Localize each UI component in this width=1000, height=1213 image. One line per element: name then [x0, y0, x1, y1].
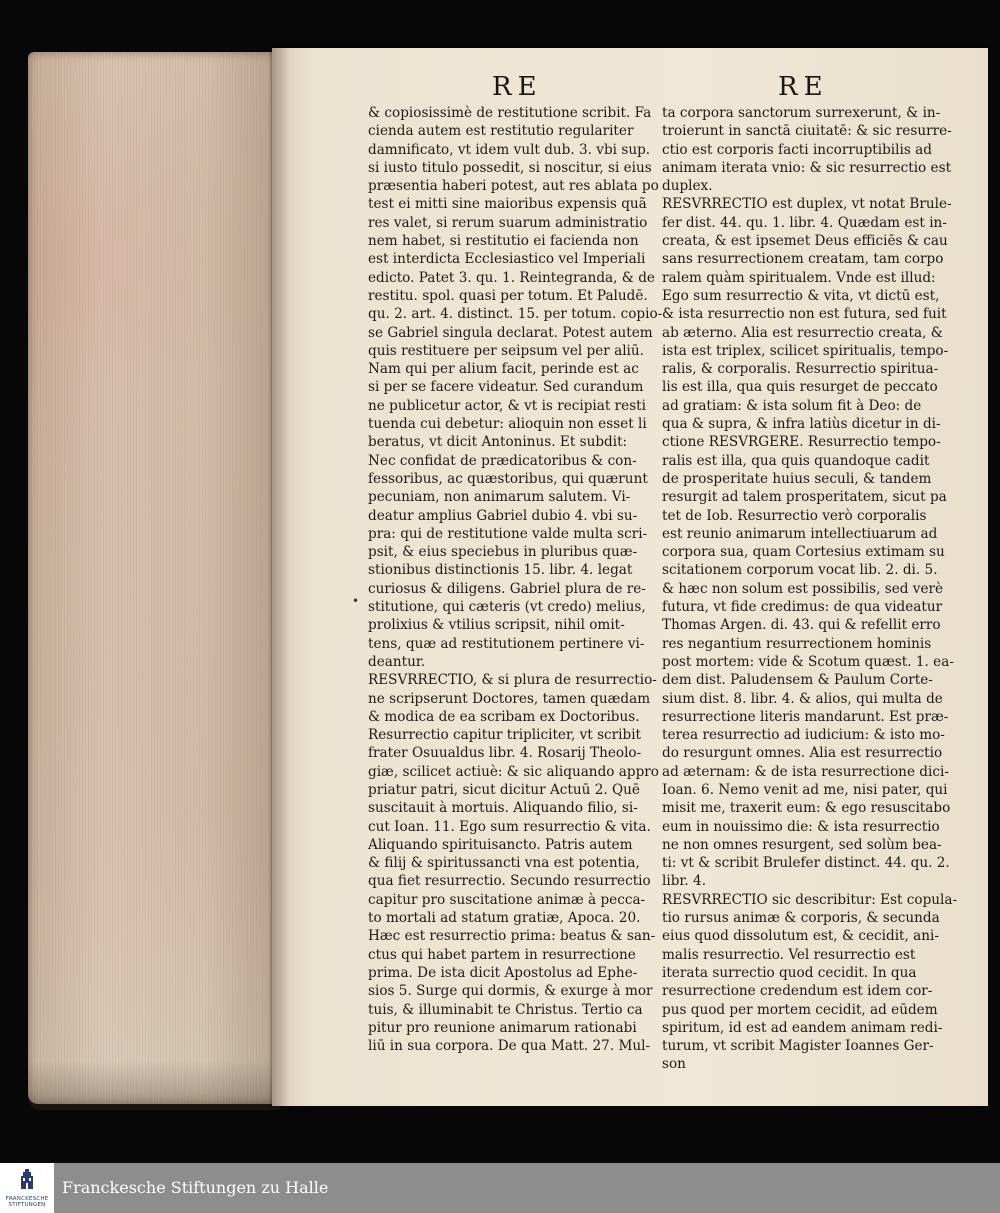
book-edge-shadow — [28, 1060, 280, 1110]
text-line: deatur amplius Gabriel dubio 4. vbi su- — [368, 507, 638, 524]
text-line: tet de Iob. Resurrectio verò corporalis — [662, 507, 927, 524]
text-line: liū in sua corpora. De qua Matt. 27. Mul- — [368, 1038, 651, 1055]
text-line: fessoribus, ac quæstoribus, qui quærunt — [368, 470, 648, 487]
text-line: RESVRRECTIO, & si plura de resurrectio- — [368, 672, 657, 689]
text-line: ralem quàm spiritualem. Vnde est illud: — [662, 269, 936, 286]
text-line: psit, & eius speciebus in pluribus quæ- — [368, 544, 638, 561]
text-line: ad æternam: & de ista resurrectione dici- — [662, 763, 949, 780]
text-line: malis resurrectio. Vel resurrectio est — [662, 946, 916, 963]
text-line: futura, vt fide credimus: de qua videatur — [662, 599, 943, 616]
text-line: pecuniam, non animarum salutem. Vi- — [368, 489, 631, 506]
text-line: prima. De ista dicit Apostolus ad Ephe- — [368, 964, 638, 981]
text-line: ta corpora sanctorum surrexerunt, & in- — [662, 105, 941, 121]
text-line: ab æterno. Alia est resurrectio creata, & — [662, 324, 943, 341]
text-line: resurrectione literis mandarunt. Est præ- — [662, 708, 949, 725]
text-line: pitur pro reunione animarum rationabi — [368, 1019, 637, 1036]
text-line: eum in nouissimo die: & ista resurrectio — [662, 818, 940, 835]
text-line: ne scripserunt Doctores, tamen quædam — [368, 690, 651, 707]
text-line: ctus qui habet partem in resurrectione — [368, 946, 636, 963]
text-line: Nam qui per alium facit, perinde est ac — [368, 361, 639, 378]
text-line: duplex. — [662, 178, 713, 195]
text-line: res valet, si rerum suarum administratio — [368, 214, 648, 231]
text-line: tuenda cui debetur: alioquin non esset li — [368, 416, 647, 433]
text-line: Resurrectio capitur tripliciter, vt scribit — [368, 727, 642, 744]
running-head-right: RE — [778, 72, 829, 102]
text-line: damnificato, vt idem vult dub. 3. vbi sup. — [368, 141, 651, 158]
text-line: cut Ioan. 11. Ego sum resurrectio & vita. — [368, 818, 651, 835]
text-line: RESVRRECTIO est duplex, vt notat Brule- — [662, 196, 952, 213]
text-line: qu. 2. art. 4. distinct. 15. per totum. copio- — [368, 306, 663, 323]
text-line: creata, & est ipsemet Deus efficiēs & cau — [662, 233, 948, 250]
text-line: stitutione, qui cæteris (vt credo) melius, — [368, 599, 646, 616]
text-line: curiosus & diligens. Gabriel plura de re- — [368, 580, 646, 597]
text-line: ista est triplex, scilicet spiritualis, tempo- — [662, 342, 949, 359]
building-icon — [19, 1169, 35, 1191]
text-line: ctione RESVRGERE. Resurrectio tempo- — [662, 434, 941, 451]
text-line: nem habet, si restitutio ei facienda non — [368, 233, 639, 250]
text-line: edicto. Patet 3. qu. 1. Reintegranda, & de — [368, 269, 655, 286]
text-line: est interdicta Ecclesiastico vel Imperiali — [368, 251, 646, 268]
text-line: frater Osuualdus libr. 4. Rosarij Theolo- — [368, 745, 642, 762]
right-text-column — [662, 104, 982, 1074]
text-line: deantur. — [368, 653, 426, 670]
footer-title: Franckesche Stiftungen zu Halle — [62, 1178, 329, 1197]
text-line: pra: qui de restitutione valde multa scri- — [368, 525, 648, 542]
text-line: son — [662, 1056, 686, 1073]
text-line: lis est illa, qua quis resurget de peccato — [662, 379, 938, 396]
text-line: & filij & spiritussancti vna est potentia, — [368, 855, 640, 872]
text-line: beratus, vt dicit Antoninus. Et subdit: — [368, 434, 628, 451]
text-line: turum, vt scribit Magister Ioannes Ger- — [662, 1038, 934, 1055]
text-line: corpora sua, quam Cortesius extimam su — [662, 544, 945, 561]
text-line: eius quod dissolutum est, & cecidit, ani- — [662, 928, 939, 945]
text-line: resurgit ad talem prosperitatem, sicut pa — [662, 489, 947, 506]
text-line: res negantium resurrectionem hominis — [662, 635, 932, 652]
text-line: Ioan. 6. Nemo venit ad me, nisi pater, qui — [662, 781, 948, 798]
text-line: tens, quæ ad restitutionem pertinere vi- — [368, 635, 645, 652]
text-line: ctio est corporis facti incorruptibilis ad — [662, 141, 932, 158]
left-text-column — [368, 104, 662, 1055]
text-line: si iusto titulo possedit, si noscitur, si eius — [368, 159, 652, 176]
text-line: libr. 4. — [662, 873, 707, 890]
text-line: ne non omnes resurgent, sed solùm bea- — [662, 836, 942, 853]
text-line: Ego sum resurrectio & vita, vt dictū est, — [662, 287, 940, 304]
text-line: dem dist. Paludensem & Paulum Corte- — [662, 672, 933, 689]
text-line: spiritum, id est ad eandem animam redi- — [662, 1019, 943, 1036]
text-line: capitur pro suscitatione animæ à pecca- — [368, 891, 646, 908]
text-line: se Gabriel singula declarat. Potest autem — [368, 324, 653, 341]
text-line: sios 5. Surge qui dormis, & exurge à mor — [368, 983, 653, 1000]
text-line: & modica de ea scribam ex Doctoribus. — [368, 708, 640, 725]
text-line: Nec confidat de prædicatoribus & con- — [368, 452, 637, 469]
text-line: de prosperitate huius seculi, & tandem — [662, 470, 932, 487]
text-line: si per se facere videatur. Sed curandum — [368, 379, 644, 396]
text-line: est reunio animarum intellectiuarum ad — [662, 525, 938, 542]
text-line: iterata surrectio quod cecidit. In qua — [662, 964, 917, 981]
text-line: ne publicetur actor, & vt is recipiat resti — [368, 397, 646, 414]
text-line: & copiosissimè de restitutione scribit. Fa — [368, 105, 652, 121]
running-head-left: RE — [492, 72, 543, 102]
text-line: & hæc non solum est possibilis, sed verè — [662, 580, 944, 597]
text-line: ad gratiam: & ista solum fit à Deo: de — [662, 397, 922, 414]
text-line: do resurgunt omnes. Alia est resurrectio — [662, 745, 943, 762]
text-line: tio rursus animæ & corporis, & secunda — [662, 910, 940, 927]
text-line: ti: vt & scribit Brulefer distinct. 44. qu. 2. — [662, 855, 950, 872]
text-line: Aliquando spirituisancto. Patris autem — [368, 836, 633, 853]
book-fore-edge — [28, 52, 280, 1104]
text-line: misit me, traxerit eum: & ego resuscitabo — [662, 800, 951, 817]
text-line: terea resurrectio ad iudicium: & isto mo- — [662, 727, 945, 744]
footer-bar — [0, 1163, 1000, 1213]
text-line: fer dist. 44. qu. 1. libr. 4. Quædam est in- — [662, 214, 947, 231]
text-line: scitationem corporum vocat lib. 2. di. 5. — [662, 562, 938, 579]
gutter-shadow — [272, 48, 290, 1106]
text-line: to mortali ad statum gratiæ, Apoca. 20. — [368, 910, 641, 927]
margin-marker: • — [352, 594, 360, 608]
text-line: resurrectione credendum est idem cor- — [662, 983, 933, 1000]
text-line: & ista resurrectio non est futura, sed fuit — [662, 306, 947, 323]
text-line: troierunt in sanctā ciuitatē: & sic resurre- — [662, 123, 952, 140]
text-line: qua fiet resurrectio. Secundo resurrectio — [368, 873, 651, 890]
text-line: animam iterata vnio: & sic resurrectio est — [662, 159, 952, 176]
text-line: præsentia haberi potest, aut res ablata po — [368, 178, 659, 195]
institution-logo[interactable] — [0, 1163, 54, 1213]
logo-text-line2: STIFTUNGEN — [8, 1202, 46, 1208]
text-line: qua & supra, & infra latiùs dicetur in di- — [662, 416, 941, 433]
text-line: test ei mitti sine maioribus expensis quã — [368, 196, 647, 213]
text-line: post mortem: vide & Scotum quæst. 1. ea- — [662, 653, 954, 670]
text-line: giæ, scilicet actiuè: & sic aliquando appro — [368, 763, 659, 780]
logo-text-line1: FRANCKESCHE — [5, 1196, 49, 1202]
logo-text — [2, 1196, 52, 1208]
text-line: ralis, & corporalis. Resurrectio spiritua- — [662, 361, 939, 378]
text-line: RESVRRECTIO sic describitur: Est copula- — [662, 891, 958, 908]
text-line: priatur patri, sicut dicitur Actuū 2. Quē — [368, 781, 640, 798]
text-line: ralis est illa, qua quis quandoque cadit — [662, 452, 930, 469]
text-line: quis restituere per seipsum vel per aliū. — [368, 342, 644, 359]
text-line: pus quod per mortem cecidit, ad eūdem — [662, 1001, 938, 1018]
text-line: stionibus distinctionis 15. libr. 4. legat — [368, 562, 633, 579]
text-line: restitu. spol. quasi per totum. Et Paludē. — [368, 287, 648, 304]
text-line: sium dist. 8. libr. 4. & alios, qui multa de — [662, 690, 943, 707]
text-line: sans resurrectionem creatam, tam corpo — [662, 251, 944, 268]
text-line: tuis, & illuminabit te Christus. Tertio ca — [368, 1001, 643, 1018]
text-line: cienda autem est restitutio regulariter — [368, 123, 634, 140]
text-line: Hæc est resurrectio prima: beatus & san- — [368, 928, 656, 945]
text-line: suscitauit à mortuis. Aliquando filio, si- — [368, 800, 638, 817]
text-line: prolixius & vtilius scripsit, nihil omit- — [368, 617, 625, 634]
text-line: Thomas Argen. di. 43. qui & refellit erro — [662, 617, 941, 634]
